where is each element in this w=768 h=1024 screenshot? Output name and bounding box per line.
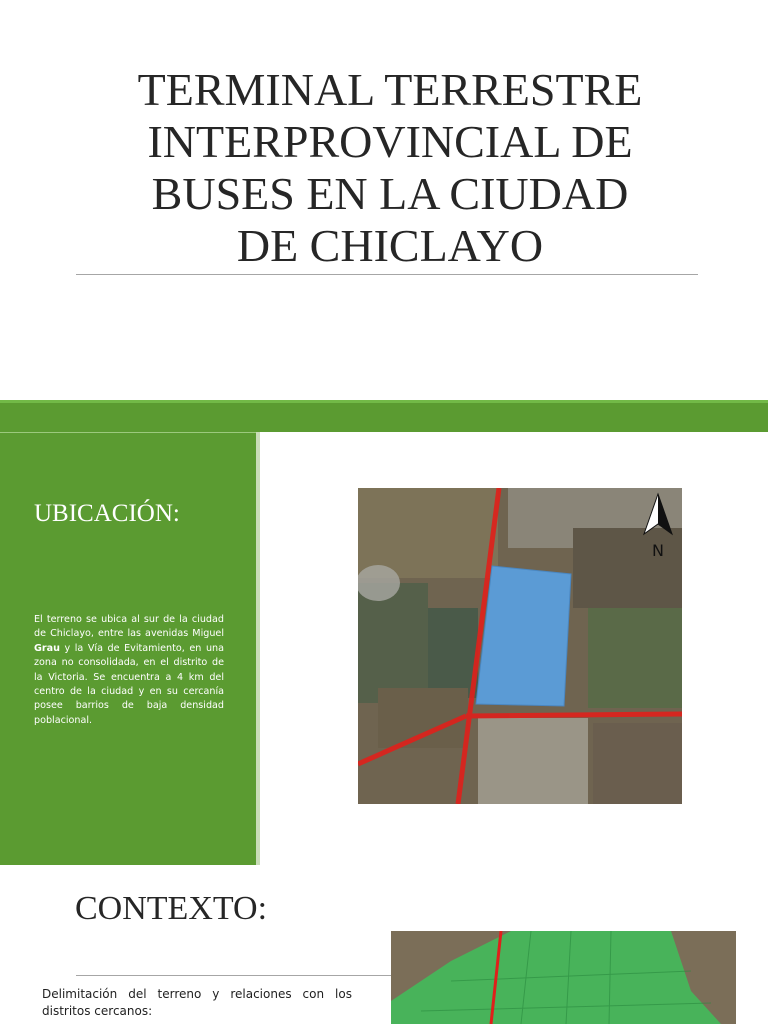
ubicacion-heading: UBICACIÓN:: [34, 500, 180, 527]
title-line-3: BUSES EN LA CIUDAD: [151, 168, 629, 219]
field-northwest: [358, 488, 498, 578]
ubicacion-text-part-1: El terreno se ubica al sur de la ciudad de Chiclayo, entre las avenidas Miguel: [34, 614, 224, 640]
road-evitamiento-east: [466, 714, 682, 716]
ubicacion-text-bold: Grau: [34, 642, 60, 654]
green-header-band: [0, 400, 768, 432]
ubicacion-description: [34, 613, 224, 728]
urban-south: [478, 718, 588, 804]
site-polygon: [476, 566, 571, 706]
contexto-heading: CONTEXTO:: [75, 890, 268, 927]
band-highlight: [0, 400, 768, 403]
title-line-4: DE CHICLAYO: [236, 220, 544, 271]
context-satellite-map: [391, 931, 736, 1024]
field-west: [358, 583, 428, 703]
location-satellite-map: [358, 488, 682, 804]
field-southeast: [593, 723, 682, 804]
ubicacion-text-part-2: y la Vía de Evitamiento, en una zona no consolidada, en el distrito de la Victoria. Se encuentra a 4 km del centro de la ciudad y en su cercanía posee barrios de baja densidad poblacional.: [34, 642, 224, 726]
document-title: [80, 64, 700, 272]
contexto-divider: [76, 975, 396, 976]
title-divider: [76, 274, 698, 275]
field-east: [588, 608, 682, 708]
panel-highlight: [0, 432, 256, 433]
field-southwest: [378, 688, 468, 748]
title-line-1: TERMINAL TERRESTRE: [137, 64, 643, 115]
ponds: [428, 608, 478, 698]
title-line-2: INTERPROVINCIAL DE: [147, 116, 633, 167]
field-northeast: [573, 528, 682, 608]
north-label: N: [652, 541, 664, 560]
smoke-cloud: [358, 565, 400, 601]
contexto-description: Delimitación del terreno y relaciones con los distritos cercanos:: [42, 987, 352, 1018]
